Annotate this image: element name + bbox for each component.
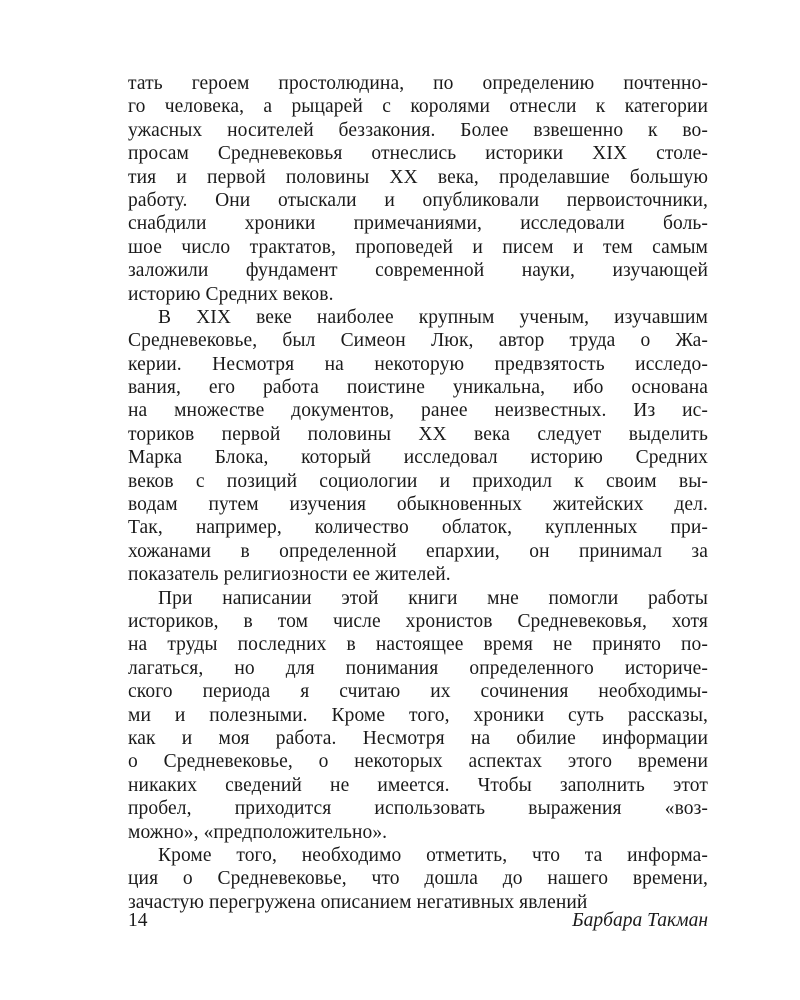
text-line: Кроме того, необходимо отметить, что та информа- xyxy=(158,844,708,866)
text-line: как и моя работа. Несмотря на обилие информации xyxy=(128,727,708,749)
paragraph xyxy=(128,72,708,306)
text-line: водам путем изучения обыкновенных житейских дел. xyxy=(128,494,708,516)
text-line: керии. Несмотря на некоторую предвзятость исследо- xyxy=(128,353,708,375)
text-line: можно», «предположительно». xyxy=(128,821,388,843)
text-line: При написании этой книги мне помогли работы xyxy=(158,587,708,609)
text-line: ция о Средневековье, что дошла до нашего времени, xyxy=(128,868,708,890)
text-line: снабдили хроники примечаниями, исследовали боль- xyxy=(128,213,708,235)
text-line: историю Средних веков. xyxy=(128,283,334,305)
page-footer xyxy=(128,908,708,934)
text-line: тать героем простолюдина, по определению почтенно- xyxy=(128,73,708,94)
text-line: го человека, а рыцарей с королями отнесли к категории xyxy=(128,96,708,118)
text-line: тия и первой половины XX века, проделавшие большую xyxy=(128,166,708,188)
paragraph xyxy=(128,306,708,587)
page-number: 14 xyxy=(128,910,148,931)
text-line: лагаться, но для понимания определенного историче- xyxy=(128,657,708,679)
text-line: ми и полезными. Кроме того, хроники суть рассказы, xyxy=(128,704,708,726)
paragraph xyxy=(128,587,708,844)
text-line: ториков первой половины XX века следует выделить xyxy=(128,423,708,445)
running-author: Барбара Такман xyxy=(572,910,708,931)
text-line: ужасных носителей беззакония. Более взвешенно к во- xyxy=(128,119,708,141)
text-line: хожанами в определенной епархии, он принимал за xyxy=(128,540,708,562)
text-line: просам Средневековья отнеслись историки XIX столе- xyxy=(128,143,708,165)
text-line: на труды последних в настоящее время не принято по- xyxy=(128,634,708,656)
text-line: Так, например, количество облаток, купленных при- xyxy=(128,517,708,539)
text-line: шое число трактатов, проповедей и писем и тем самым xyxy=(128,236,708,258)
text-line: пробел, приходится использовать выражения «воз- xyxy=(128,798,708,820)
body-text xyxy=(128,72,708,914)
text-line: Средневековье, был Симеон Люк, автор труда о Жа- xyxy=(128,330,708,352)
text-line: В XIX веке наиболее крупным ученым, изучавшим xyxy=(158,306,708,328)
text-line: веков с позиций социологии и приходил к своим вы- xyxy=(128,470,708,492)
text-line: о Средневековье, о некоторых аспектах этого времени xyxy=(128,751,708,773)
text-line: историков, в том числе хронистов Средневековья, хотя xyxy=(128,610,708,632)
text-line: на множестве документов, ранее неизвестных. Из ис- xyxy=(128,400,708,422)
text-line: зачастую перегружена описанием негативных явлений xyxy=(128,891,588,913)
text-line: ского периода я считаю их сочинения необходимы- xyxy=(128,681,708,703)
paragraph xyxy=(128,844,708,914)
text-line: никаких сведений не имеется. Чтобы заполнить этот xyxy=(128,774,708,796)
text-line: заложили фундамент современной науки, изучающей xyxy=(128,260,708,282)
text-line: работу. Они отыскали и опубликовали первоисточники, xyxy=(128,189,708,211)
text-line: вания, его работа поистине уникальна, ибо основана xyxy=(128,377,708,399)
text-line: показатель религиозности ее жителей. xyxy=(128,564,451,586)
text-line: Марка Блока, который исследовал историю Средних xyxy=(128,447,708,469)
